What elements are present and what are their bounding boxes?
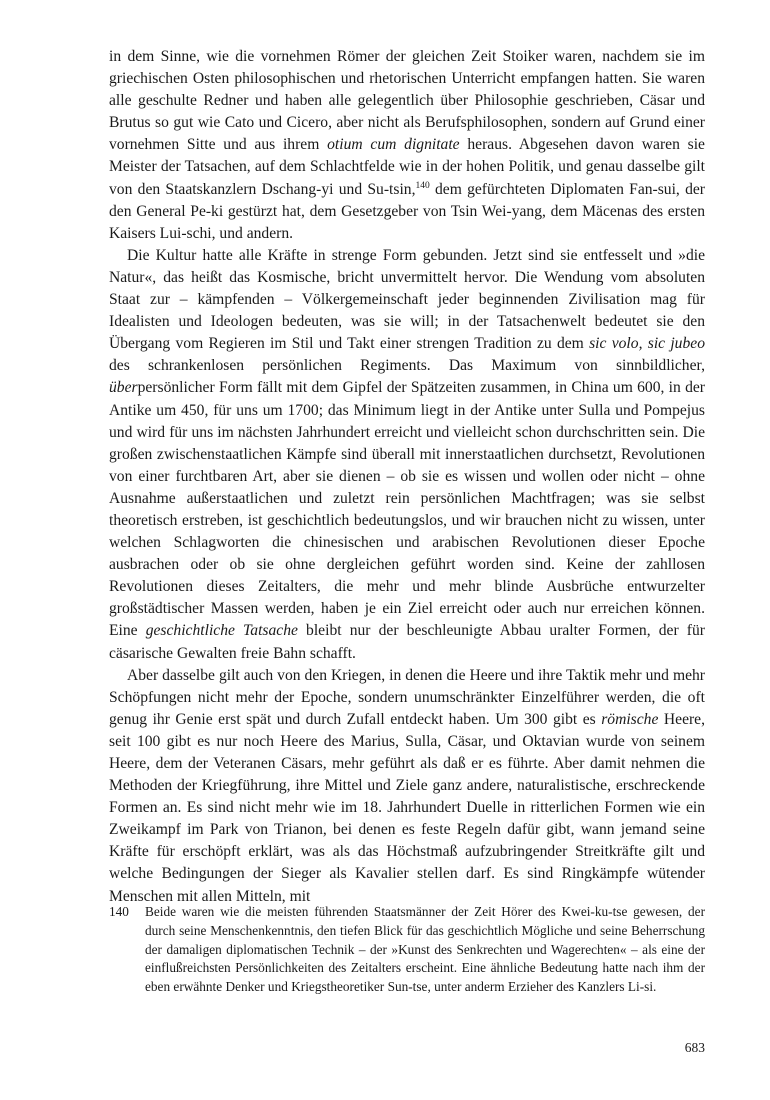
paragraph xyxy=(109,665,705,908)
footnote-text: Beide waren wie die meisten führenden Staatsmänner der Zeit Hörer des Kwei-ku-tse gewesen, der durch seine Menschenkenntnis, den tiefen Blick für das geschichtlich Mögliche und seine Beherrschung der damaligen diplomatischen Technik – der »Kunst des Senkrechten und Wagerechten« – als eine der einflußreichsten Persönlichkeiten des Zeitalters erscheint. Eine ähnliche Bedeutung hatte nach ihm der eben erwähnte Denker und Kriegstheoretiker Sun-tse, unter anderm Erzieher des Kanzlers Li-si. xyxy=(145,904,705,995)
text-run: Heere, seit 100 gibt es nur noch Heere des Marius, Sulla, Cäsar, und Oktavian wurde von seinem Heere, dem der Veteranen Cäsars, mehr geführt als daß er es führte. Aber damit nehmen die Methoden der Kriegführung, ihre Mittel und Ziele ganz andere, naturalistische, erschreckende Formen an. Es sind nicht mehr wie im 18. Jahrhundert Duelle in ritterlichen Formen wie ein Zweikampf im Park von Trianon, bei denen es feste Regeln dafür gibt, wann jemand seine Kräfte für erschöpft erklärt, was als das Höchstmaß aufzubringender Streitkräfte gilt und welche Bedingungen der Sieger als Kavalier stellen darf. Es sind Ringkämpfe wütender Menschen mit allen Mitteln, mit xyxy=(109,710,706,905)
italic-text: geschichtliche Tatsache xyxy=(145,622,298,640)
footnote xyxy=(109,903,705,997)
italic-text: über xyxy=(109,379,138,397)
footnote-number: 140 xyxy=(109,904,129,919)
main-text xyxy=(109,46,705,908)
page-number: 683 xyxy=(684,1040,705,1055)
footnote-reference: 140 xyxy=(415,180,430,191)
text-run: persönlicher Form fällt mit dem Gipfel der Spätzeiten zusammen, in China um 600, in der Antike um 450, für uns um 1700; das Minimum liegt in der Antike unter Sulla und Pompejus und wird für uns im nächsten Jahrhundert erreicht und vielleicht schon durchschritten sein. Die großen zwischenstaatlichen Kämpfe sind überall mit innerstaatlichen durchsetzt, Revolutionen von einer furchtbaren Art, aber sie dienen – ob sie es wissen und wollen oder nicht – ohne Ausnahme außerstaatlichen und zuletzt rein persönlichen Machtfragen; was sie selbst theoretisch erstreben, ist geschichtlich bedeutungslos, und wir brauchen nicht zu wissen, unter welchen Schlagworten die chinesischen und arabischen Revolutionen dieser Epoche ausbrachen oder ob sie ohne dergleichen geführt worden sind. Keine der zahllosen Revolutionen dieses Zeitalters, die mehr und mehr blinde Ausbrüche entwurzelter großstädtischer Massen werden, haben je ein Ziel erreicht oder auch nur erreichen können. Eine xyxy=(109,379,705,640)
text-run: Die Kultur hatte alle Kräfte in strenge Form gebunden. Jetzt sind sie entfesselt und »die Natur«, das heißt das Kosmische, bricht unvermittelt hervor. Die Wendung vom absoluten Staat zur – kämpfenden – Völkergemeinschaft jeder beginnenden Zivilisation mag für Idealisten und Ideologen bedeuten, was sie will; in der Tatsachenwelt bedeutet sie den Übergang vom Regieren im Stil und Takt einer strengen Tradition zu dem xyxy=(109,246,705,353)
text-run: dem gefürchteten Diplomaten Fan-sui, der den General Pe-ki gestürzt hat, dem Gesetzgeber von Tsin Wei-yang, dem Mäcenas des ersten Kaisers Lui-schi, und andern. xyxy=(109,180,705,242)
text-run: bleibt nur der beschleunigte Abbau uralter Formen, der für cäsarische Gewalten freie Bahn schafft. xyxy=(109,622,705,662)
text-run: in dem Sinne, wie die vornehmen Römer der gleichen Zeit Stoiker waren, nachdem sie im griechischen Osten philosophischen und rhetorischen Unterricht empfangen hatten. Sie waren alle geschulte Redner und haben alle gelegentlich über Philosophie geschrieben, Cäsar und Brutus so gut wie Cato und Cicero, aber nicht als Berufsphilosophen, sondern auf Grund einer vornehmen Sitte und aus ihrem xyxy=(109,48,705,154)
text-run: Aber dasselbe gilt auch von den Kriegen, in denen die Heere und ihre Taktik mehr und mehr Schöpfungen nicht mehr der Epoche, sondern unumschränkter Einzelführer werden, die oft genug ihr Genie erst spät und durch Zufall entdeckt haben. Um 300 gibt es xyxy=(109,666,705,728)
text-run: heraus. Abgesehen davon waren sie Meister der Tatsachen, auf dem Schlachtfelde wie in der hohen Politik, und genau dasselbe gilt von den Staatskanzlern Dschang-yi und Su-tsin, xyxy=(109,136,705,198)
paragraph xyxy=(109,46,705,245)
paragraph xyxy=(109,245,705,665)
text-run: des schrankenlosen persönlichen Regiments. Das Maximum von sinnbildlicher, xyxy=(109,357,705,375)
italic-text: römische xyxy=(601,710,659,728)
italic-text: otium cum dignitate xyxy=(327,136,460,154)
italic-text: sic volo, sic jubeo xyxy=(589,335,705,353)
